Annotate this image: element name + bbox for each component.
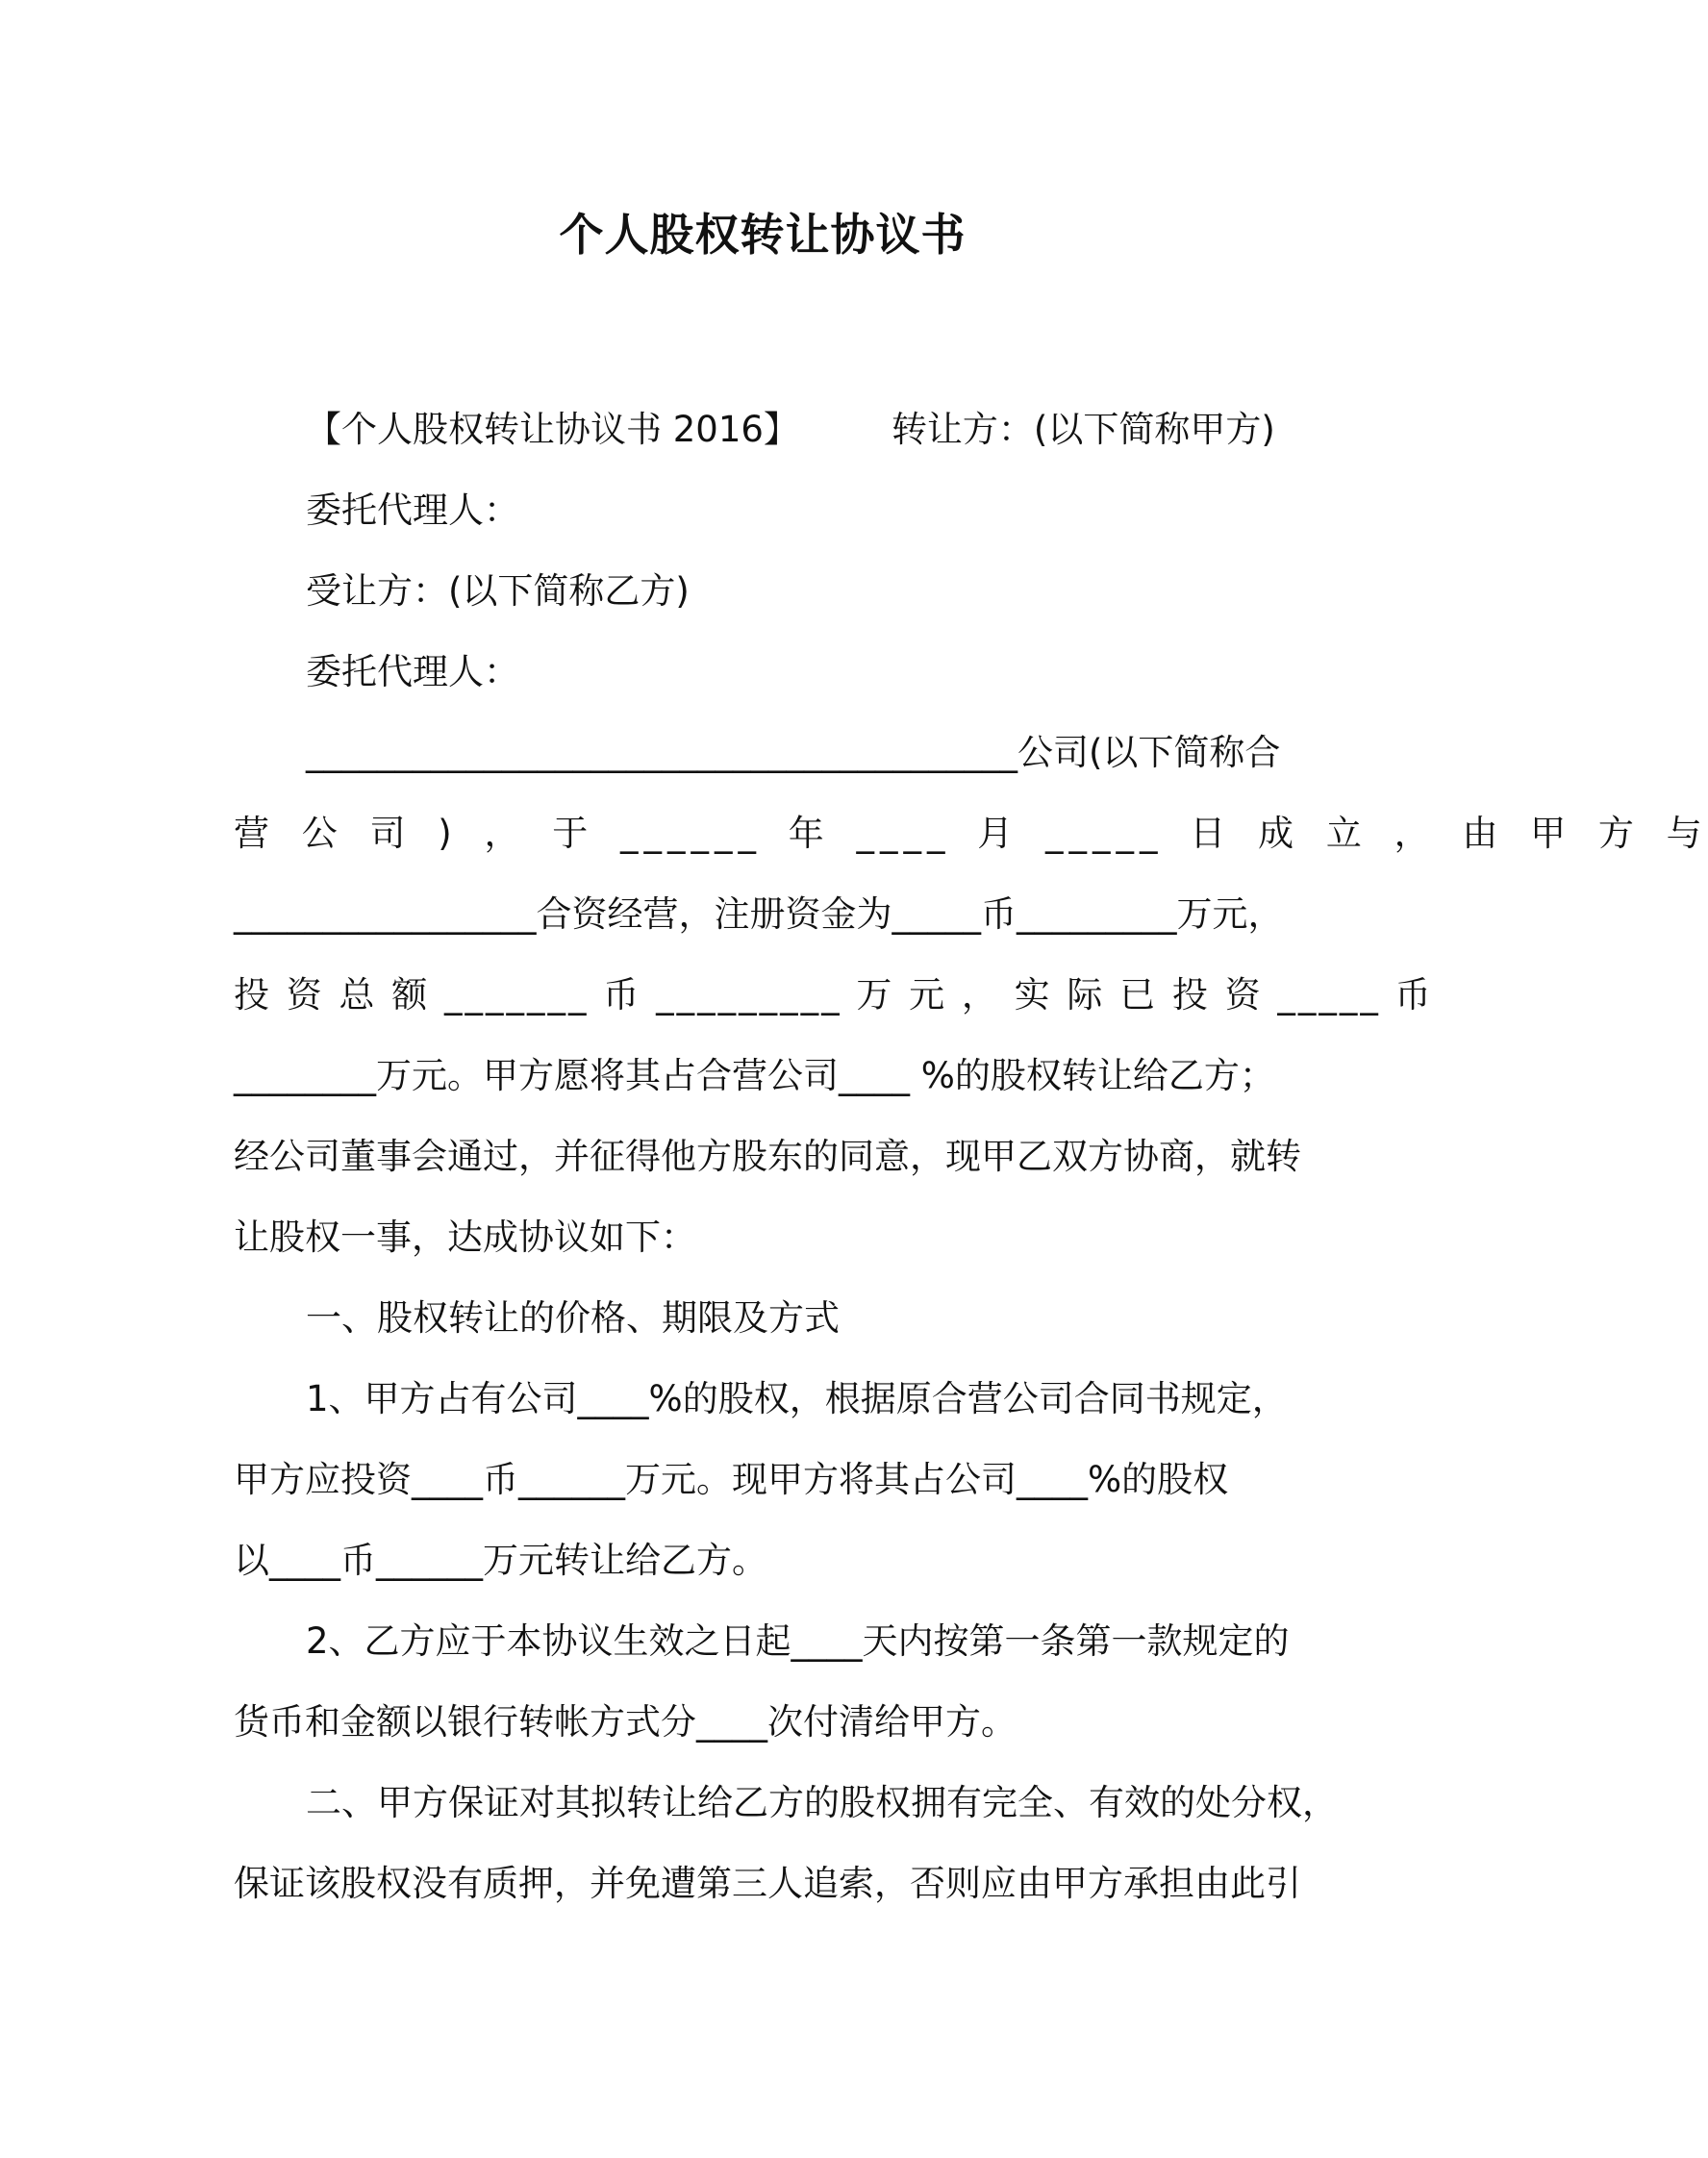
clause-line: 以____币______万元转让给乙方。 bbox=[234, 1540, 767, 1581]
section-line: 二、甲方保证对其拟转让给乙方的股权拥有完全、有效的处分权， bbox=[306, 1782, 1338, 1823]
section-1-heading: 一、股权转让的价格、期限及方式 bbox=[306, 1297, 840, 1339]
paragraph-line: 投 资 总 额 _______ 币 _________ 万 元 ， 实 际 已 投 资 _____ 币 bbox=[234, 974, 1434, 1016]
agent-label-2: 委托代理人： bbox=[306, 651, 519, 692]
document-name: 【个人股权转让协议书 2016】 bbox=[306, 409, 799, 450]
document-body bbox=[234, 389, 1708, 1924]
agent-label-1: 委托代理人： bbox=[306, 489, 519, 531]
section-line: 保证该股权没有质押，并免遭第三人追索，否则应由甲方承担由此引 bbox=[234, 1863, 1301, 1904]
header-line bbox=[234, 389, 1301, 470]
paragraph-line: ________________________________________公司(以下简称合 bbox=[306, 732, 1281, 773]
paragraph-line: 经公司董事会通过，并征得他方股东的同意，现甲乙双方协商，就转 bbox=[234, 1136, 1301, 1177]
clause-line: 甲方应投资____币______万元。现甲方将其占公司____%的股权 bbox=[234, 1459, 1229, 1500]
clause-line: 货币和金额以银行转帐方式分____次付清给甲方。 bbox=[234, 1701, 1017, 1743]
clause-line: 1、甲方占有公司____%的股权，根据原合营公司合同书规定， bbox=[306, 1378, 1288, 1419]
clause-2 bbox=[234, 1601, 1301, 1763]
section-2 bbox=[234, 1763, 1338, 1924]
transferee-label: 受让方：(以下简称乙方) bbox=[306, 570, 690, 612]
paragraph-line: 让股权一事，达成协议如下： bbox=[234, 1217, 696, 1258]
clause-1 bbox=[234, 1359, 1301, 1601]
paragraph-line: 营 公 司 ) ， 于 ______ 年 ____ 月 _____ 日 成 立 ， 由 甲 方 与 bbox=[234, 813, 1708, 854]
paragraph-company-info bbox=[234, 713, 1708, 1278]
clause-line: 2、乙方应于本协议生效之日起____天内按第一条第一款规定的 bbox=[306, 1620, 1290, 1662]
document-title: 个人股权转让协议书 bbox=[559, 209, 967, 261]
transferor-label: 转让方：(以下简称甲方) bbox=[891, 409, 1275, 450]
paragraph-line: _________________合资经营，注册资金为_____币_________万元， bbox=[234, 893, 1284, 935]
paragraph-line: ________万元。甲方愿将其占合营公司____ %的股权转让给乙方； bbox=[234, 1055, 1275, 1096]
